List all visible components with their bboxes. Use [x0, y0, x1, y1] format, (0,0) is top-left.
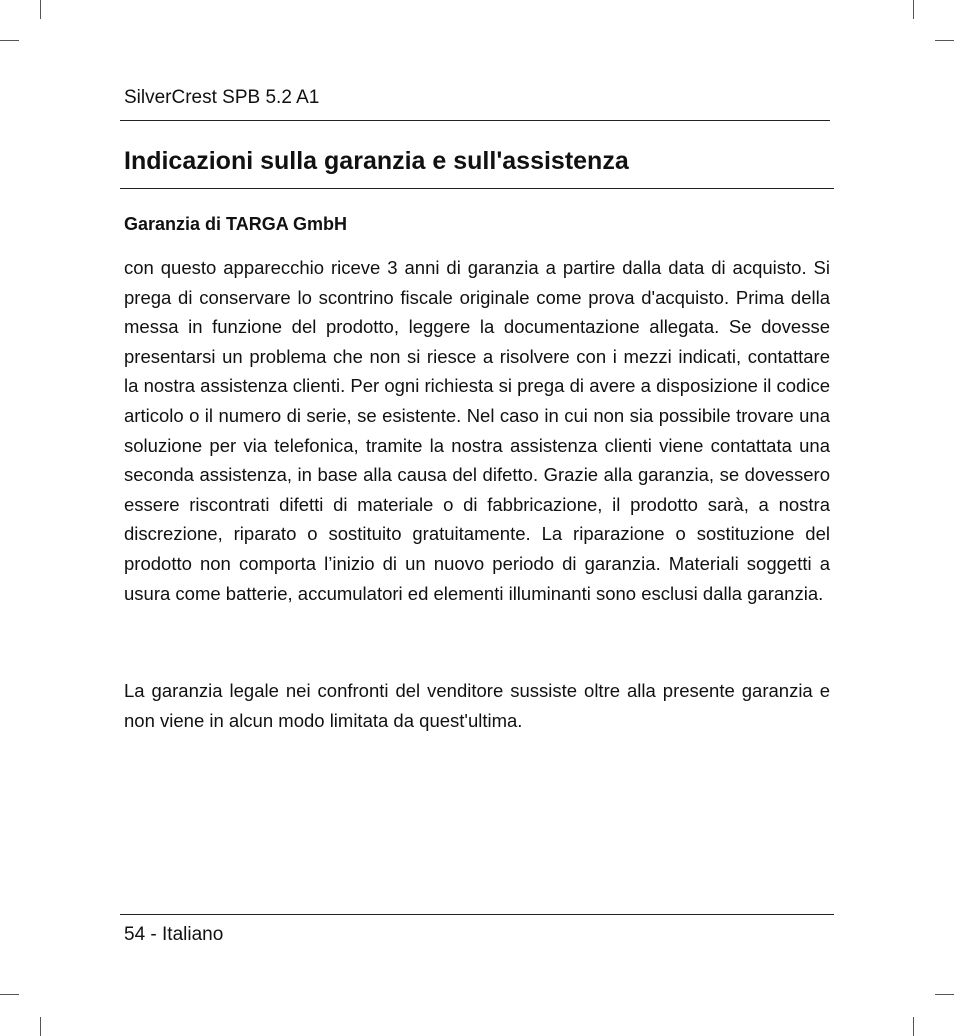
crop-mark-top-right-vertical [913, 0, 914, 19]
crop-mark-bottom-right-vertical [913, 1017, 914, 1036]
crop-mark-top-left-vertical [40, 0, 41, 19]
crop-mark-top-right-horizontal [935, 40, 954, 41]
page-number: 54 - Italiano [124, 924, 224, 945]
section-subtitle: Garanzia di TARGA GmbH [124, 214, 348, 234]
warranty-paragraph: con questo apparecchio riceve 3 anni di garanzia a partire dalla data di acquisto. Si prega di conservare lo scontrino fiscale originale come prova d'acquisto. Prima della messa in funzione del prodotto, leggere la documentazione allegata. Se dovesse presentarsi un problema che non si riesce a risolvere con i mezzi indicati, contattare la nostra assistenza clienti. Per ogni richiesta si prega di avere a disposizione il codice articolo o il numero di serie, se esistente. Nel caso in cui non sia possibile trovare una soluzione per via telefonica, tramite la nostra assistenza clienti viene contattata una seconda assistenza, in base alla causa del difetto. Grazie alla garanzia, se dovessero essere riscontrati difetti di materiale o di fabbricazione, il prodotto sarà, a nostra discrezione, riparato o sostituito gratuitamente. La riparazione o sostituzione del prodotto non comporta l’inizio di un nuovo periodo di garanzia. Materiali soggetti a usura come batterie, accumulatori ed elementi illuminanti sono esclusi dalla garanzia. [124, 257, 830, 604]
header-rule [120, 120, 830, 121]
crop-mark-top-left-horizontal [0, 40, 19, 41]
running-header: SilverCrest SPB 5.2 A1 [124, 87, 320, 108]
crop-mark-bottom-left-horizontal [0, 994, 19, 995]
crop-mark-bottom-left-vertical [40, 1017, 41, 1036]
title-rule [120, 188, 834, 189]
crop-mark-bottom-right-horizontal [935, 994, 954, 995]
footer-rule [120, 914, 834, 915]
legal-warranty-paragraph: La garanzia legale nei confronti del venditore sussiste oltre alla presente garanzia e non viene in alcun modo limitata da quest'ultima. [124, 680, 830, 731]
section-title: Indicazioni sulla garanzia e sull'assistenza [124, 147, 629, 175]
